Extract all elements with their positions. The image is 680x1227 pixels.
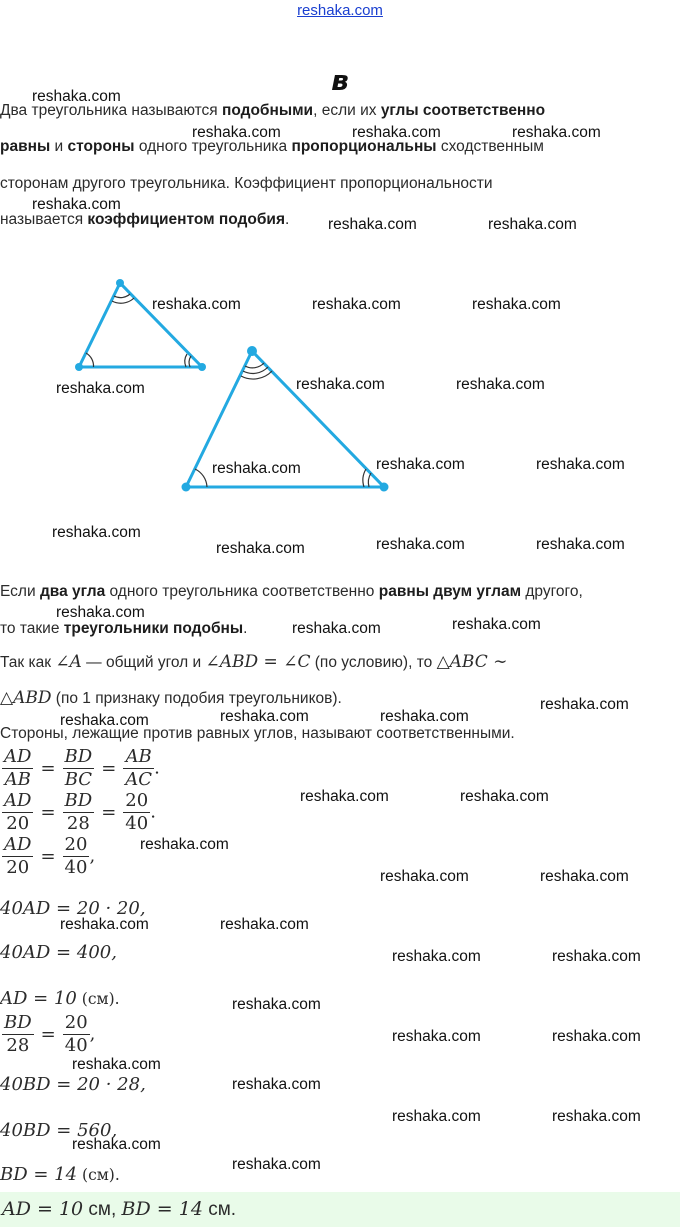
equation-ratio-values: $\frac{AD}{20}$ = $\frac{BD}{28}$ = $\frac{20}{40}$ .: [4, 790, 156, 834]
site-header-link[interactable]: reshaka.com: [297, 2, 383, 19]
watermark: reshaka.com: [392, 1028, 481, 1045]
equation-ad-proportion: $\frac{AD}{20}$ = $\frac{20}{40}$ ,: [4, 834, 96, 878]
watermark: reshaka.com: [220, 708, 309, 725]
watermark: reshaka.com: [552, 948, 641, 965]
watermark: reshaka.com: [376, 536, 465, 553]
answer-box: [0, 1192, 680, 1227]
watermark: reshaka.com: [192, 124, 281, 141]
watermark: reshaka.com: [292, 620, 381, 637]
watermark: reshaka.com: [72, 1056, 161, 1073]
rule-line-1: Если два угла одного треугольника соответственно равны двум углам другого,: [0, 583, 583, 600]
equation-ratio-letters: $\frac{AD}{AB}$ = $\frac{BD}{BC}$ = $\frac{AB}{AC}$ .: [4, 746, 160, 790]
watermark: reshaka.com: [328, 216, 417, 233]
watermark: reshaka.com: [380, 868, 469, 885]
definition-line-1: Два треугольника называются подобными, если их углы соответственно: [0, 102, 546, 119]
watermark: reshaka.com: [312, 296, 401, 313]
watermark: reshaka.com: [540, 868, 629, 885]
watermark: reshaka.com: [216, 540, 305, 557]
equation-bd-result: BD = 14 (см).: [0, 1164, 120, 1185]
watermark: reshaka.com: [512, 124, 601, 141]
watermark: reshaka.com: [232, 1156, 321, 1173]
watermark: reshaka.com: [380, 708, 469, 725]
watermark: reshaka.com: [376, 456, 465, 473]
watermark: reshaka.com: [72, 1136, 161, 1153]
watermark: reshaka.com: [32, 88, 121, 105]
watermark: reshaka.com: [300, 788, 389, 805]
reasoning-line-1: Так как ∠A — общий угол и ∠ABD = ∠C (по условию), то △ABC ∼: [0, 652, 508, 672]
watermark: reshaka.com: [536, 536, 625, 553]
watermark: reshaka.com: [296, 376, 385, 393]
equation-40ad-product: 40AD = 20 · 20,: [0, 898, 146, 919]
reasoning-line-3: Стороны, лежащие против равных углов, называют соответственными.: [0, 725, 515, 742]
watermark: reshaka.com: [452, 616, 541, 633]
watermark: reshaka.com: [56, 604, 145, 621]
watermark: reshaka.com: [32, 196, 121, 213]
watermark: reshaka.com: [56, 380, 145, 397]
watermark: reshaka.com: [212, 460, 301, 477]
rule-line-2: то такие треугольники подобны.: [0, 620, 248, 637]
watermark: reshaka.com: [52, 524, 141, 541]
watermark: reshaka.com: [392, 948, 481, 965]
definition-line-4: называется коэффициентом подобия.: [0, 211, 290, 228]
equation-bd-proportion: $\frac{BD}{28}$ = $\frac{20}{40}$ ,: [4, 1012, 96, 1056]
watermark: reshaka.com: [460, 788, 549, 805]
watermark: reshaka.com: [220, 916, 309, 933]
definition-line-3: сторонам другого треугольника. Коэффициент пропорциональности: [0, 175, 493, 192]
watermark: reshaka.com: [60, 712, 149, 729]
watermark: reshaka.com: [232, 1076, 321, 1093]
equation-40ad-400: 40AD = 400,: [0, 942, 117, 963]
variant-letter: в: [331, 64, 349, 97]
watermark: reshaka.com: [488, 216, 577, 233]
reasoning-line-2: △ABD (по 1 признаку подобия треугольников).: [0, 688, 342, 708]
watermark: reshaka.com: [456, 376, 545, 393]
watermark: reshaka.com: [472, 296, 561, 313]
watermark: reshaka.com: [352, 124, 441, 141]
watermark: reshaka.com: [536, 456, 625, 473]
watermark: reshaka.com: [232, 996, 321, 1013]
watermark: reshaka.com: [392, 1108, 481, 1125]
watermark: reshaka.com: [60, 916, 149, 933]
equation-40bd-product: 40BD = 20 · 28,: [0, 1074, 146, 1095]
definition-line-2: равны и стороны одного треугольника пропорциональны сходственным: [0, 138, 544, 155]
watermark: reshaka.com: [140, 836, 229, 853]
watermark: reshaka.com: [540, 696, 629, 713]
equation-40bd-560: 40BD = 560,: [0, 1120, 118, 1141]
answer-text: AD = 10 см, BD = 14 см.: [2, 1198, 237, 1220]
watermark: reshaka.com: [152, 296, 241, 313]
equation-ad-result: AD = 10 (см).: [0, 988, 120, 1009]
watermark: reshaka.com: [552, 1108, 641, 1125]
watermark: reshaka.com: [552, 1028, 641, 1045]
small-triangle: [75, 279, 206, 371]
